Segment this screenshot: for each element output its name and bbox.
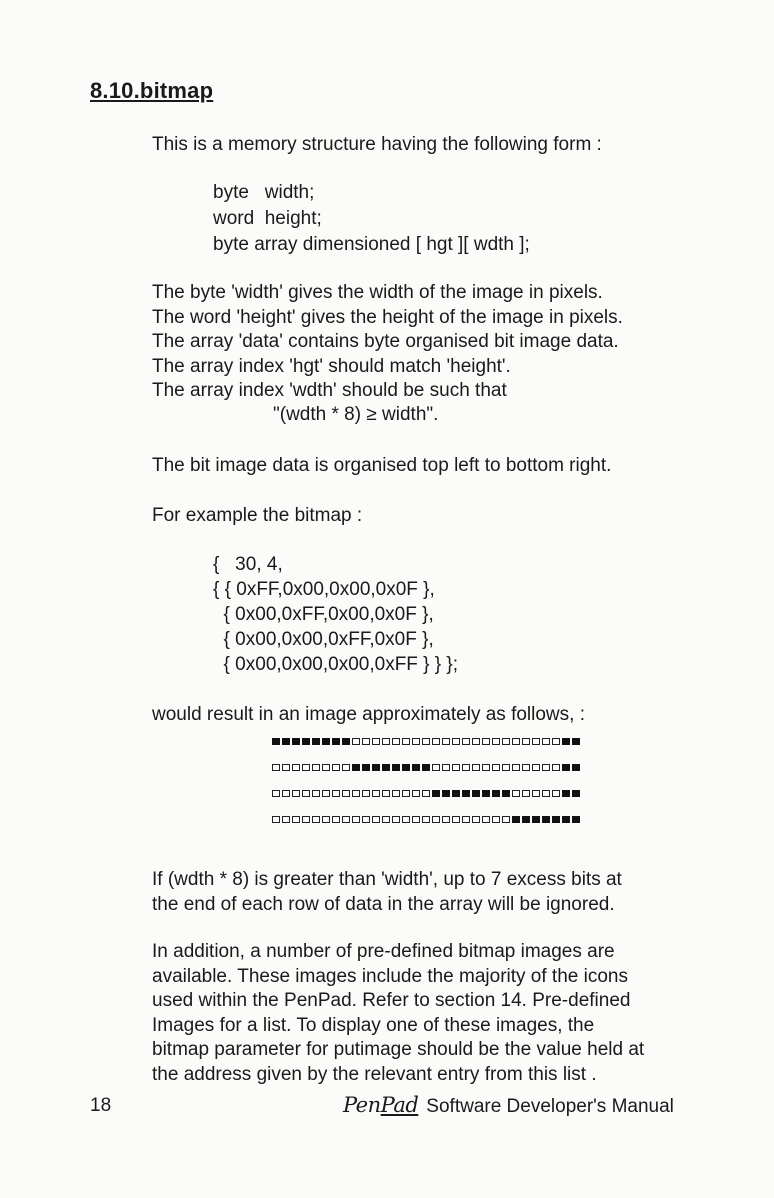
description-line: The array 'data' contains byte organised bit image data. [152, 331, 619, 352]
bit-off [532, 738, 540, 745]
addition-line: the address given by the relevant entry from this list . [152, 1063, 597, 1085]
bit-off [462, 764, 470, 771]
section-heading: 8.10.bitmap [90, 78, 214, 103]
example-code [213, 552, 458, 677]
bit-off [292, 816, 300, 823]
bit-off [282, 790, 290, 797]
bit-off [482, 764, 490, 771]
penpad-logo [343, 1093, 418, 1117]
bit-off [542, 790, 550, 797]
bit-off [312, 790, 320, 797]
bit-off [412, 816, 420, 823]
bit-off [292, 790, 300, 797]
bit-off [512, 738, 520, 745]
bit-off [362, 738, 370, 745]
bitmap-row [272, 790, 582, 800]
bit-on [432, 790, 440, 797]
bit-off [512, 790, 520, 797]
bit-off [462, 738, 470, 745]
intro-paragraph: This is a memory structure having the following form : [152, 134, 602, 155]
bit-on [372, 764, 380, 771]
bit-on [452, 790, 460, 797]
structure-definition [213, 181, 530, 259]
addition-line: available. These images include the majority of the icons [152, 965, 628, 987]
excess-bits-paragraph [152, 867, 622, 917]
bit-on [272, 738, 280, 745]
example-code-line: { 30, 4, [213, 554, 283, 575]
bit-off [522, 738, 530, 745]
bit-on [332, 738, 340, 745]
bit-off [352, 790, 360, 797]
structure-line: byte width; [213, 182, 315, 203]
example-code-line: { 0x00,0xFF,0x00,0x0F }, [213, 604, 434, 625]
bit-off [532, 764, 540, 771]
bit-off [302, 790, 310, 797]
bit-on [312, 738, 320, 745]
bit-off [542, 764, 550, 771]
bit-on [562, 790, 570, 797]
bit-off [352, 738, 360, 745]
footer-title [343, 1093, 674, 1118]
bit-off [552, 790, 560, 797]
bit-on [542, 816, 550, 823]
bit-on [442, 790, 450, 797]
bit-off [432, 764, 440, 771]
bit-off [442, 816, 450, 823]
bit-on [492, 790, 500, 797]
manual-title: Software Developer's Manual [426, 1096, 674, 1117]
bit-on [362, 764, 370, 771]
page-number: 18 [90, 1095, 112, 1116]
structure-line: word height; [213, 208, 322, 229]
bit-off [282, 764, 290, 771]
bit-off [492, 816, 500, 823]
addition-line: used within the PenPad. Refer to section 14. Pre-defined [152, 990, 631, 1011]
example-code-line: { 0x00,0x00,0x00,0xFF } } }; [213, 654, 459, 675]
bit-off [422, 816, 430, 823]
description-paragraph [152, 281, 623, 404]
bit-off [382, 738, 390, 745]
bit-off [372, 790, 380, 797]
bit-off [402, 816, 410, 823]
bit-off [362, 816, 370, 823]
example-code-line: { { 0xFF,0x00,0x00,0x0F }, [213, 579, 435, 600]
bit-off [372, 816, 380, 823]
description-line: The word 'height' gives the height of the image in pixels. [152, 306, 623, 328]
bit-off [462, 816, 470, 823]
bit-off [372, 738, 380, 745]
bit-off [452, 738, 460, 745]
excess-line: If (wdth * 8) is greater than 'width', up to 7 excess bits at [152, 869, 622, 890]
bit-on [322, 738, 330, 745]
structure-line: byte array dimensioned [ hgt ][ wdth ]; [213, 234, 530, 255]
bit-off [482, 816, 490, 823]
bit-off [302, 816, 310, 823]
bit-off [502, 738, 510, 745]
bitmap-row [272, 764, 582, 774]
bit-off [292, 764, 300, 771]
bit-off [442, 764, 450, 771]
addition-line: Images for a list. To display one of these images, the [152, 1014, 595, 1036]
bit-on [292, 738, 300, 745]
bit-off [362, 790, 370, 797]
bit-off [352, 816, 360, 823]
bitmap-row [272, 738, 582, 748]
bit-off [392, 738, 400, 745]
addition-line: In addition, a number of pre-defined bitmap images are [152, 941, 615, 962]
bit-off [492, 764, 500, 771]
bit-off [322, 764, 330, 771]
bit-off [332, 816, 340, 823]
bit-off [472, 738, 480, 745]
bit-on [562, 738, 570, 745]
bit-off [532, 790, 540, 797]
excess-line: the end of each row of data in the array will be ignored. [152, 894, 615, 915]
bit-off [422, 738, 430, 745]
bit-off [392, 790, 400, 797]
bit-off [522, 790, 530, 797]
bit-off [382, 816, 390, 823]
bit-on [562, 816, 570, 823]
bit-off [492, 738, 500, 745]
description-line: The byte 'width' gives the width of the image in pixels. [152, 282, 603, 303]
bit-off [322, 816, 330, 823]
bit-on [572, 738, 580, 745]
example-code-line: { 0x00,0x00,0xFF,0x0F }, [213, 629, 434, 650]
bit-on [522, 816, 530, 823]
example-intro: For example the bitmap : [152, 505, 363, 526]
bit-off [522, 764, 530, 771]
bit-off [312, 816, 320, 823]
bit-off [502, 816, 510, 823]
bit-off [412, 738, 420, 745]
bit-off [412, 790, 420, 797]
bit-on [572, 816, 580, 823]
bit-on [402, 764, 410, 771]
bitmap-row [272, 816, 582, 826]
bit-off [472, 816, 480, 823]
bit-off [542, 738, 550, 745]
bit-on [572, 790, 580, 797]
bit-off [552, 738, 560, 745]
logo-pad: Pad [380, 1093, 419, 1117]
bit-off [332, 764, 340, 771]
bit-off [322, 790, 330, 797]
bit-off [312, 764, 320, 771]
bit-on [282, 738, 290, 745]
bit-off [512, 764, 520, 771]
bit-off [392, 816, 400, 823]
bit-off [332, 790, 340, 797]
bit-off [272, 816, 280, 823]
bit-off [502, 764, 510, 771]
bit-off [552, 764, 560, 771]
bit-on [462, 790, 470, 797]
bit-off [482, 738, 490, 745]
description-line: The array index 'hgt' should match 'height'. [152, 355, 511, 377]
bit-on [532, 816, 540, 823]
bit-off [472, 764, 480, 771]
bit-on [512, 816, 520, 823]
predefined-images-paragraph [152, 940, 644, 1087]
bit-on [482, 790, 490, 797]
bit-off [302, 764, 310, 771]
bit-off [402, 790, 410, 797]
bitmap-illustration [272, 738, 582, 842]
width-formula: "(wdth * 8) ≥ width". [273, 404, 439, 425]
bit-off [382, 790, 390, 797]
bit-off [452, 816, 460, 823]
bit-on [552, 816, 560, 823]
bit-off [432, 738, 440, 745]
bit-off [432, 816, 440, 823]
bit-on [302, 738, 310, 745]
bit-off [272, 790, 280, 797]
bit-on [412, 764, 420, 771]
bit-on [352, 764, 360, 771]
addition-line: bitmap parameter for putimage should be the value held at [152, 1039, 645, 1060]
logo-pen: Pen [343, 1093, 381, 1117]
bit-on [342, 738, 350, 745]
bit-off [342, 790, 350, 797]
bit-off [342, 764, 350, 771]
bit-off [272, 764, 280, 771]
bit-off [422, 790, 430, 797]
bit-on [392, 764, 400, 771]
bit-off [282, 816, 290, 823]
description-line: The array index 'wdth' should be such that [152, 380, 507, 401]
bit-on [502, 790, 510, 797]
bit-order-paragraph: The bit image data is organised top left to bottom right. [152, 455, 612, 476]
bit-off [402, 738, 410, 745]
bit-on [382, 764, 390, 771]
bit-off [342, 816, 350, 823]
bit-off [452, 764, 460, 771]
bit-on [472, 790, 480, 797]
bit-off [442, 738, 450, 745]
bit-on [422, 764, 430, 771]
result-paragraph: would result in an image approximately as follows, : [152, 704, 585, 725]
bit-on [562, 764, 570, 771]
bit-on [572, 764, 580, 771]
